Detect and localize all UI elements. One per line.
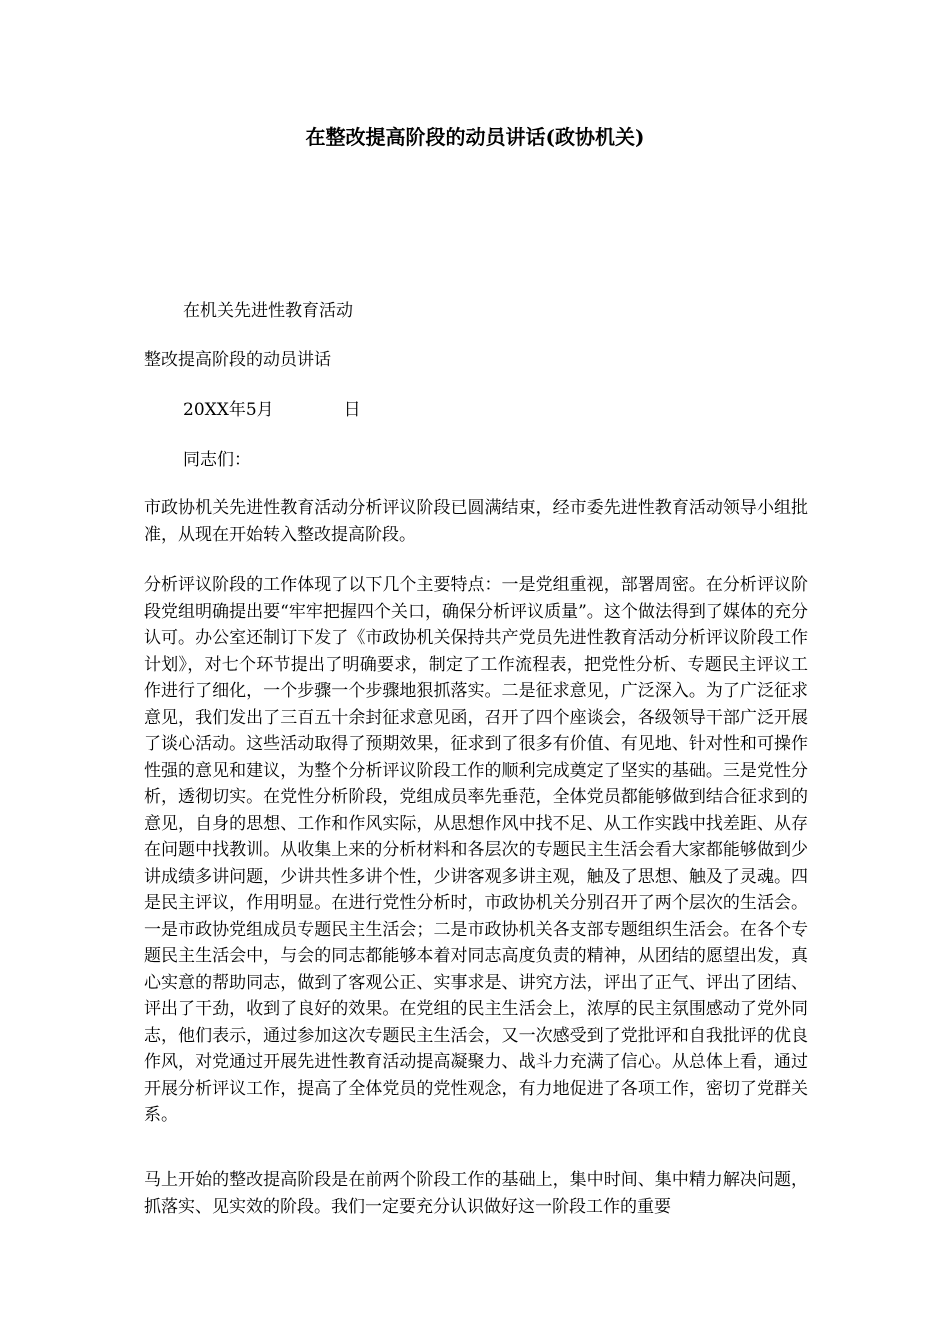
paragraph-2: 分析评议阶段的工作体现了以下几个主要特点：一是党组重视，部署周密。在分析评议阶段党组明确提出要“牢牢把握四个关口，确保分析评议质量”。这个做法得到了媒体的充分认可。办公室还制订下发了《市政协机关保持共产党员先进性教育活动分析评议阶段工作计划》，对七个环节提出了明确要求，制定了工作流程表，把党性分析、专题民主评议工作进行了细化，一个步骤一个步骤地狠抓落实。二是征求意见，广泛深入。为了广泛征求意见，我们发出了三百五十余封征求意见函，召开了四个座谈会，各级领导干部广泛开展了谈心活动。这些活动取得了预期效果，征求到了很多有价值、有见地、针对性和可操作性强的意见和建议，为整个分析评议阶段工作的顺利完成奠定了坚实的基础。三是党性分析，透彻切实。在党性分析阶段，党组成员率先垂范，全体党员都能够做到结合征求到的意见，自身的思想、工作和作风实际，从思想作风中找不足、从工作实践中找差距、从存在问题中找教训。从收集上来的分析材料和各层次的专题民主生活会看大家都能够做到少讲成绩多讲问题，少讲共性多讲个性，少讲客观多讲主观，触及了思想、触及了灵魂。四是民主评议，作用明显。在进行党性分析时，市政协机关分别召开了两个层次的生活会。一是市政协党组成员专题民主生活会；二是市政协机关各支部专题组织生活会。在各个专题民主生活会中，与会的同志都能够本着对同志高度负责的精神，从团结的愿望出发，真心实意的帮助同志，做到了客观公正、实事求是、讲究方法，评出了正气、评出了团结、评出了干劲，收到了良好的效果。在党组的民主生活会上，浓厚的民主氛围感动了党外同志，他们表示，通过参加这次专题民主生活会，又一次感受到了党批评和自我批评的优良作风，对党通过开展先进性教育活动提高凝聚力、战斗力充满了信心。从总体上看，通过开展分析评议工作，提高了全体党员的党性观念，有力地促进了各项工作，密切了党群关系。 [144, 575, 808, 1125]
greeting: 同志们： [183, 450, 251, 470]
document-title: 在整改提高阶段的动员讲话(政协机关) [305, 125, 645, 149]
paragraph-3: 马上开始的整改提高阶段是在前两个阶段工作的基础上，集中时间、集中精力解决问题，抓落实、见实效的阶段。我们一定要充分认识做好这一阶段工作的重要 [144, 1170, 808, 1217]
intro-line-2: 整改提高阶段的动员讲话 [144, 350, 331, 370]
paragraph-1: 市政协机关先进性教育活动分析评议阶段已圆满结束，经市委先进性教育活动领导小组批准，从现在开始转入整改提高阶段。 [144, 498, 808, 545]
date-year-month: 20XX年5月 [183, 400, 274, 420]
intro-line-1: 在机关先进性教育活动 [183, 301, 353, 321]
date-day: 日 [343, 400, 361, 420]
date-line [183, 397, 361, 423]
